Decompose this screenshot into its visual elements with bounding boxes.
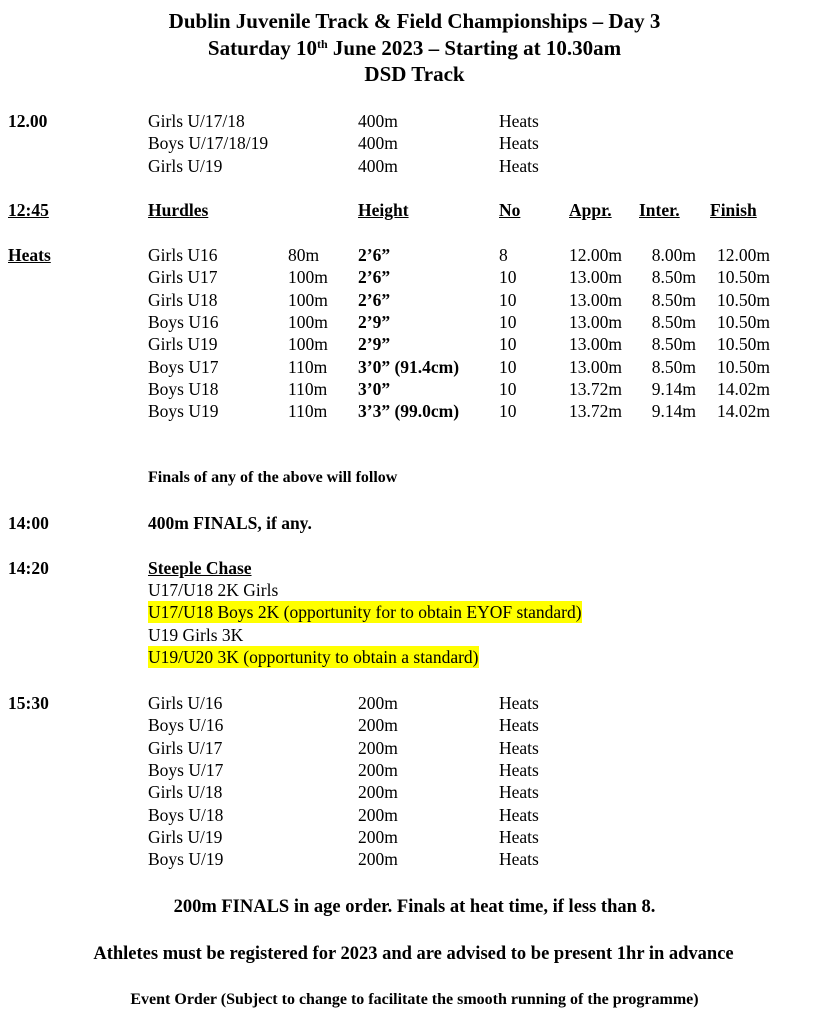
event-category: Boys U/18	[148, 804, 224, 825]
steeple-item: U17/U18 2K Girls	[148, 580, 279, 600]
hurdle-category: Boys U19	[148, 401, 219, 422]
hurdle-height: 2’6”	[358, 289, 391, 310]
event-distance: 200m	[358, 715, 398, 736]
event-round: Heats	[499, 133, 539, 154]
finals-400m-note: 400m FINALS, if any.	[148, 513, 312, 533]
page-subtitle-date: Saturday 10th June 2023 – Starting at 10.30am	[207, 36, 622, 60]
time-1400: 14:00	[8, 513, 49, 533]
hurdle-category: Girls U19	[148, 334, 218, 355]
hurdles-header-no: No	[499, 200, 521, 220]
event-round: Heats	[499, 737, 539, 758]
event-distance: 400m	[358, 133, 398, 154]
hurdle-height: 3’0” (91.4cm)	[358, 356, 460, 377]
event-category: Girls U/16	[148, 693, 223, 713]
hurdle-category: Girls U18	[148, 289, 218, 310]
hurdle-finish: 10.50m	[717, 356, 770, 377]
event-distance: 400m	[358, 155, 398, 176]
hurdle-approach: 13.72m	[569, 401, 622, 422]
event-category: Girls U/18	[148, 782, 223, 803]
hurdle-count: 10	[499, 378, 517, 399]
hurdle-height: 2’9”	[358, 311, 391, 332]
event-distance: 200m	[358, 804, 398, 825]
event-category: Girls U/17	[148, 737, 223, 758]
hurdle-height: 2’9”	[358, 334, 391, 355]
steeple-item: U19 Girls 3K	[148, 624, 244, 645]
event-category: Girls U/17/18	[148, 111, 245, 131]
hurdle-category: Boys U17	[148, 356, 219, 377]
hurdle-distance: 100m	[288, 311, 328, 332]
time-1530: 15:30	[8, 693, 49, 713]
hurdle-distance: 110m	[288, 401, 328, 422]
hurdle-finish: 10.50m	[717, 267, 770, 288]
hurdle-approach: 13.00m	[569, 334, 622, 355]
hurdle-category: Boys U18	[148, 378, 219, 399]
event-distance: 200m	[358, 759, 398, 780]
hurdle-finish: 14.02m	[717, 401, 770, 422]
hurdle-distance: 100m	[288, 334, 328, 355]
event-distance: 400m	[358, 111, 398, 131]
event-round: Heats	[499, 849, 539, 870]
hurdle-count: 10	[499, 334, 517, 355]
event-order-note: Event Order (Subject to change to facilitate the smooth running of the programme)	[130, 991, 699, 1008]
hurdle-category: Boys U16	[148, 311, 219, 332]
hurdles-header-event: Hurdles	[148, 200, 209, 220]
hurdle-height: 2’6”	[358, 245, 391, 265]
event-distance: 200m	[358, 737, 398, 758]
hurdle-interval: 8.50m	[651, 356, 696, 377]
hurdle-approach: 12.00m	[569, 245, 622, 265]
hurdle-approach: 13.00m	[569, 267, 622, 288]
hurdle-distance: 110m	[288, 378, 328, 399]
hurdles-header-inter: Inter.	[639, 200, 680, 220]
hurdles-header-appr: Appr.	[569, 200, 612, 220]
hurdles-heats-label: Heats	[8, 245, 51, 265]
hurdle-category: Girls U17	[148, 267, 218, 288]
hurdle-distance: 110m	[288, 356, 328, 377]
page-title: Dublin Juvenile Track & Field Championships – Day 3	[168, 9, 661, 33]
registration-note: Athletes must be registered for 2023 and are advised to be present 1hr in advance	[93, 944, 734, 964]
event-round: Heats	[499, 759, 539, 780]
hurdle-interval: 8.50m	[651, 267, 696, 288]
hurdles-finals-note: Finals of any of the above will follow	[148, 469, 398, 486]
hurdle-count: 10	[499, 267, 517, 288]
event-distance: 200m	[358, 782, 398, 803]
hurdle-category: Girls U16	[148, 245, 218, 265]
steeple-item: U19/U20 3K (opportunity to obtain a standard)	[148, 646, 479, 667]
hurdle-interval: 8.00m	[651, 245, 696, 265]
hurdle-count: 10	[499, 289, 517, 310]
hurdle-interval: 8.50m	[651, 289, 696, 310]
event-distance: 200m	[358, 693, 398, 713]
event-category: Girls U/19	[148, 826, 223, 847]
event-round: Heats	[499, 111, 539, 131]
hurdle-approach: 13.72m	[569, 378, 622, 399]
hurdle-finish: 10.50m	[717, 311, 770, 332]
hurdle-interval: 9.14m	[651, 378, 696, 399]
event-round: Heats	[499, 782, 539, 803]
event-category: Girls U/19	[148, 155, 223, 176]
hurdles-header-finish: Finish	[710, 200, 757, 220]
hurdle-height: 2’6”	[358, 267, 391, 288]
hurdles-header-height: Height	[358, 200, 409, 220]
hurdle-finish: 12.00m	[717, 245, 770, 265]
hurdle-finish: 10.50m	[717, 334, 770, 355]
event-round: Heats	[499, 155, 539, 176]
hurdle-count: 8	[499, 245, 508, 265]
hurdle-interval: 9.14m	[651, 401, 696, 422]
steeple-title: Steeple Chase	[148, 558, 252, 578]
hurdle-approach: 13.00m	[569, 289, 622, 310]
hurdle-distance: 80m	[288, 245, 320, 265]
hurdle-count: 10	[499, 401, 517, 422]
time-1200: 12.00	[8, 111, 48, 131]
event-round: Heats	[499, 693, 539, 713]
hurdle-height: 3’0”	[358, 378, 391, 399]
finals-200m-note: 200m FINALS in age order. Finals at heat time, if less than 8.	[173, 897, 656, 917]
hurdle-interval: 8.50m	[651, 334, 696, 355]
event-round: Heats	[499, 804, 539, 825]
event-distance: 200m	[358, 849, 398, 870]
hurdle-count: 10	[499, 356, 517, 377]
event-category: Boys U/17	[148, 759, 224, 780]
page-subtitle-venue: DSD Track	[364, 62, 465, 86]
hurdle-finish: 10.50m	[717, 289, 770, 310]
event-round: Heats	[499, 826, 539, 847]
hurdle-height: 3’3” (99.0cm)	[358, 401, 460, 422]
hurdle-distance: 100m	[288, 267, 328, 288]
event-category: Boys U/17/18/19	[148, 133, 269, 154]
hurdle-count: 10	[499, 311, 517, 332]
event-distance: 200m	[358, 826, 398, 847]
event-category: Boys U/19	[148, 849, 224, 870]
time-1420: 14:20	[8, 558, 49, 578]
hurdle-approach: 13.00m	[569, 311, 622, 332]
time-1245: 12:45	[8, 200, 49, 220]
event-category: Boys U/16	[148, 715, 224, 736]
event-round: Heats	[499, 715, 539, 736]
hurdle-finish: 14.02m	[717, 378, 770, 399]
hurdle-interval: 8.50m	[651, 311, 696, 332]
hurdle-approach: 13.00m	[569, 356, 622, 377]
hurdle-distance: 100m	[288, 289, 328, 310]
steeple-item: U17/U18 Boys 2K (opportunity for to obtain EYOF standard)	[148, 602, 582, 623]
